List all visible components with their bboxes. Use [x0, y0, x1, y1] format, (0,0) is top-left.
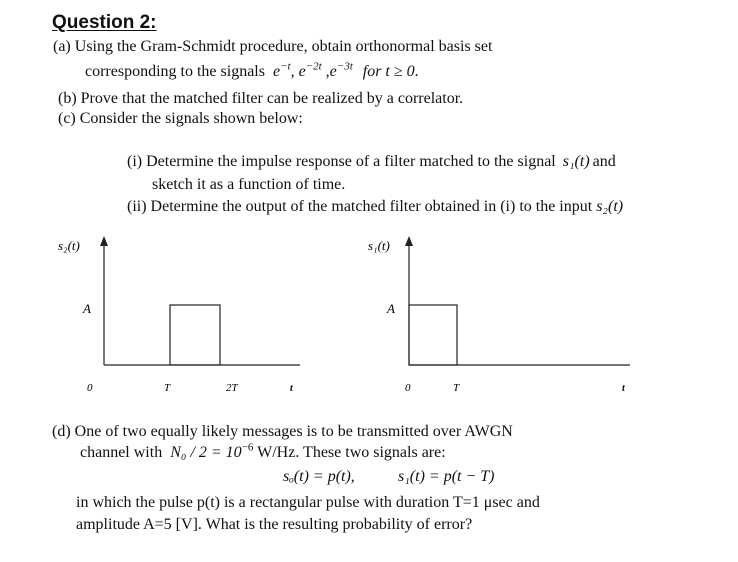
s2-tick-2T: 2T: [226, 382, 238, 394]
s2-amplitude-label: A: [83, 301, 91, 316]
part-d-line4: in which the pulse p(t) is a rectangular pulse with duration T=1 μsec and: [76, 494, 540, 511]
part-c-i-line1: (i) Determine the impulse response of a filter matched to the signal s₁(t) and: [127, 153, 616, 170]
s1-ylabel: s₁(t): [368, 238, 390, 253]
s1-amplitude-label: A: [387, 301, 395, 316]
s2-xlabel: t: [290, 383, 293, 394]
signal-s1-def: s₁(t) = p(t − T): [398, 468, 495, 485]
s2-tick-T: T: [164, 382, 171, 394]
s2-y-arrow: [100, 236, 108, 246]
part-c-ii: (ii) Determine the output of the matched filter obtained in (i) to the input s₂(t): [127, 198, 624, 215]
signal-s0-def: sₒ(t) = p(t),: [283, 468, 355, 485]
part-b: (b) Prove that the matched filter can be realized by a correlator.: [58, 90, 464, 107]
s1-tick-T: T: [453, 382, 460, 394]
noise-unit: W/Hz. These two signals are:: [257, 444, 446, 461]
s1-tick-0: 0: [405, 382, 411, 394]
part-a-prefix: corresponding to the signals: [85, 63, 265, 80]
signal-s1-ref: s₁(t): [562, 153, 590, 170]
noise-expression: N₀ / 2 = 10: [170, 444, 242, 461]
part-d-line2: channel with $N_0 / 2 = 10^{-6}$ W/Hz. These two signals are:: [80, 441, 446, 461]
part-a-signals: $e^{-t}$, $e^{-2t}$ $,e^{-3t}$: [272, 60, 353, 80]
s1-y-arrow: [405, 236, 413, 246]
graph-s1: [360, 228, 650, 398]
part-d-line1: (d) One of two equally likely messages is to be transmitted over AWGN: [52, 423, 513, 440]
part-d-line5: amplitude A=5 [V]. What is the resulting probability of error?: [76, 516, 473, 533]
part-c-i-line2: sketch it as a function of time.: [152, 176, 346, 193]
s1-pulse: [409, 305, 457, 365]
noise-exponent: −6: [241, 441, 254, 454]
signal-s2-ref: s₂(t): [596, 198, 624, 215]
s2-ylabel: s₂(t): [58, 238, 80, 253]
question-title: Question 2:: [52, 12, 157, 33]
s1-xlabel: t: [622, 383, 625, 394]
part-c: (c) Consider the signals shown below:: [58, 110, 303, 127]
part-a-line2: corresponding to the signals $e^{-t}$, $e^{-2t}$ $,e^{-3t}$ for t ≥ 0.: [85, 60, 419, 80]
part-a-condition: for t ≥ 0: [362, 63, 415, 80]
s2-tick-0: 0: [87, 382, 93, 394]
part-a-line1: (a) Using the Gram-Schmidt procedure, obtain orthonormal basis set: [53, 38, 493, 55]
s2-pulse: [170, 305, 220, 365]
graph-s2: [50, 228, 330, 398]
